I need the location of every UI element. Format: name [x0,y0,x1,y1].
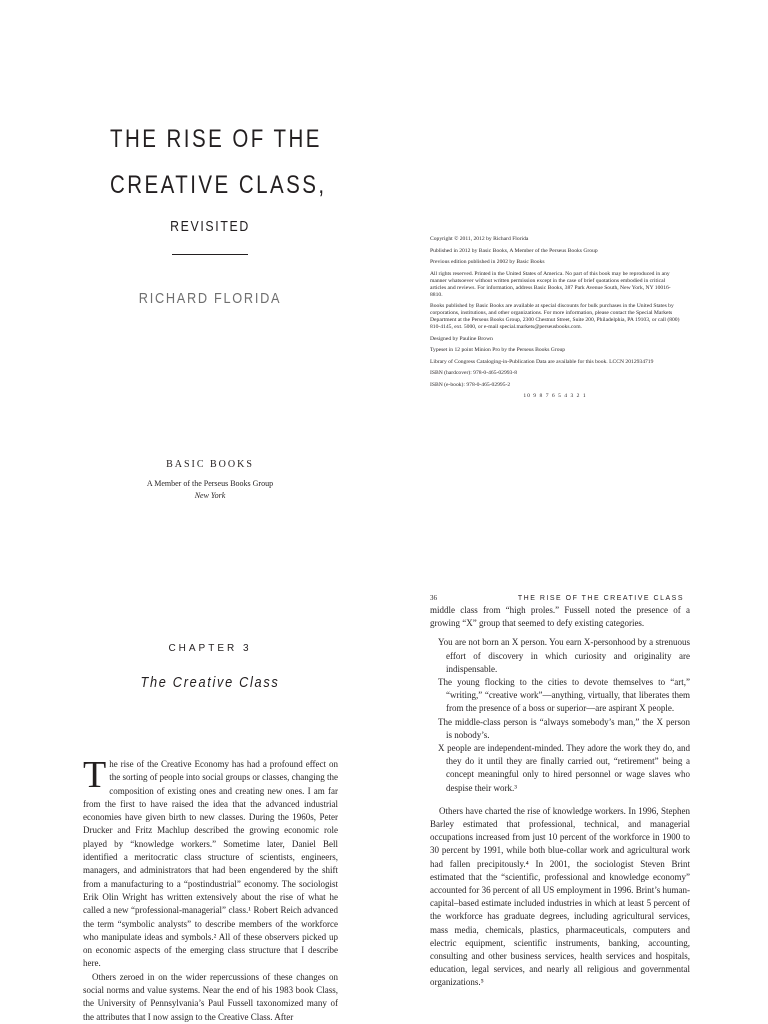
isbn-hardcover: ISBN (hardcover): 978-0-465-02993-8 [430,370,517,376]
page-number: 36 [430,594,437,602]
cip-line: Library of Congress Cataloging-in-Publication Data are available for this book. LCCN 2012934719 [430,358,654,365]
knowledge-workers-paragraph: Others have charted the rise of knowledge workers. In 1996, Stephen Barley estimated that professional, technical, and managerial occupations increased from just 10 percent of the workforce in 1900 to 30 percent by 1991, while both blue-collar work and agricultural work had fallen precipitously.⁴ In 2001, the sociologist Steven Brint estimated that the “scientific, professional and knowledge economy” accounted for 36 percent of all US employment in 1996. Brint’s human-capital–based estimate included industries in which at least 5 percent of the workforce has graduate degrees, including agricultural services, mass media, chemicals, plastics, pharmaceuticals, computers and electric equipment, scientific instruments, banking, accounting, consulting and other business services, health services and hospitals, education, legal services, and nearly all religious and governmental organizations.⁵ [430,805,690,988]
publisher-name: BASIC BOOKS [166,459,254,470]
published-line: Published in 2012 by Basic Books, A Member of the Perseus Books Group [430,247,598,254]
copyright-line: Copyright © 2011, 2012 by Richard Florida [430,236,529,242]
quote-item: The young flocking to the cities to devote themselves to “art,” “writing,” “creative work”—anything, virtually, that liberates them from the presence of a boss or superior—are aspirant X people. [438,677,690,714]
paragraph-1-text: he rise of the Creative Economy has had a profound effect on the sorting of people into social groups or classes, changing the composition of existing ones and creating new ones. I am far from the first to have raised the idea that the advanced industrial economies have given birth to new classes. During the 1960s, Peter Drucker and Fritz Machlup described the growing economic role played by “knowledge workers.” Sometime later, Daniel Bell identified a meritocratic class structure of scientists, engineers, managers, and administrators that had been engendered by the shift from a manufacturing to a “postindustrial” economy. The sociologist Erik Olin Wright has written extensively about the rise of what he called a new “professional-managerial” class.¹ Robert Reich advanced the term “symbolic analysts” to describe members of the workforce who manipulate ideas and symbols.² All of these observers picked up on economic aspects of the emerging class structure that I describe here. [83,759,338,969]
text-body [430,604,690,990]
author-name: RICHARD FLORIDA [138,290,282,307]
rights-paragraph: All rights reserved. Printed in the United States of America. No part of this book may be reproduced in any manner whatsoever without written permission except in the case of brief quotations embodied in critical articles and reviews. For information, address Basic Books, 387 Park Avenue South, New York, NY 10016-8810. [430,270,671,298]
running-head: THE RISE OF THE CREATIVE CLASS [517,595,684,602]
title-line-2: CREATIVE CLASS, [110,171,327,199]
chapter-title: The Creative Class [140,674,280,691]
chapter-body [83,754,338,1024]
book-title [110,116,327,208]
quote-item: The middle-class person is “always somebody’s man,” the X person is nobody’s. [438,716,690,740]
title-line-1: THE RISE OF THE [110,125,322,153]
publisher-member: A Member of the Perseus Books Group [146,479,274,488]
publisher-city: New York [194,491,226,500]
chapter-page [0,560,384,1024]
special-markets-paragraph: Books published by Basic Books are available at special discounts for bulk purchases in the United States by corporations, institutions, and other organizations. For more information, please contact the Special Markets Department at the Perseus Books Group, 2300 Chestnut Street, Suite 200, Philadelphia, PA 19103, or call (800) 810-4145, ext. 5000, or e-mail special.markets@perseusbooks.com. [430,303,680,330]
quote-item: X people are independent-minded. They adore the work they do, and they do it until they are finally carried out, “retirement” being a concept meaningful only to hired personnel or wage slaves who despise their work.³ [438,743,690,793]
copyright-page [430,236,680,486]
print-line: 10 9 8 7 6 5 4 3 2 1 [523,393,587,399]
quote-item: You are not born an X person. You earn X-personhood by a strenuous effort of discovery in which curiosity and originality are indispensable. [438,637,690,674]
running-header [430,590,690,604]
chapter-paragraph-1 [83,754,338,971]
text-page [430,590,690,1024]
opening-paragraph: middle class from “high proles.” Fussell noted the presence of a growing “X” group that seemed to defy existing categories. [430,605,690,629]
subtitle: REVISITED [170,218,250,235]
previous-edition-line: Previous edition published in 2002 by Basic Books [430,259,545,265]
isbn-ebook: ISBN (e-book): 978-0-465-02995-2 [430,381,511,388]
designer-line: Designed by Pauline Brown [430,335,493,342]
chapter-label: CHAPTER 3 [168,643,252,654]
title-page [0,0,400,560]
chapter-paragraph-2: Others zeroed in on the wider repercussions of these changes on social norms and value systems. Near the end of his 1983 book Class, the University of Pennsylvania’s Paul Fussell taxonomized many of the attributes that I now assign to the Creative Class. After [83,971,338,1022]
drop-cap: T [83,754,107,796]
block-quote [438,636,690,794]
typeset-line: Typeset in 12 point Minion Pro by the Perseus Books Group [430,347,566,353]
title-divider [172,254,248,255]
